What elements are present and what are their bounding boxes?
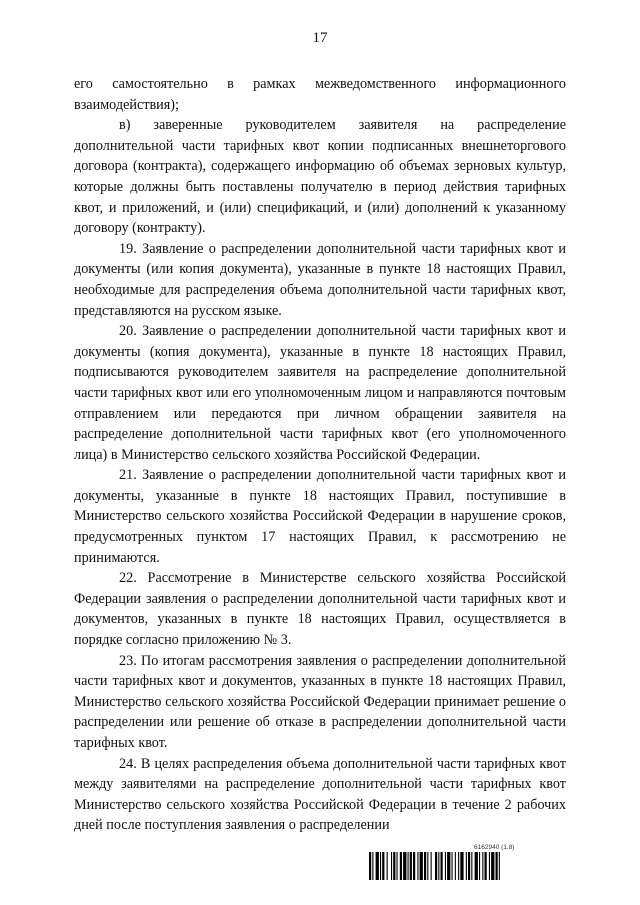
barcode-bar [427,852,428,880]
barcode-bar [460,852,463,880]
paragraph-23: 23. По итогам рассмотрения заявления о распределении дополнительной части тарифных квот и документов, указанных в пункте 18 настоящих Правил, Министерство сельского хозяйства Российской Федерации принимает решение о распределении или решение об отказе в распределении дополнительной части тарифных квот. [74,652,566,751]
paragraph-21: 21. Заявление о распределении дополнительной части тарифных квот и документы, указанные в пункте 18 настоящих Правил, поступившие в Министерство сельского хозяйства Российской Федерации в нарушение сроков, предусмотренных пунктом 17 настоящих Правил, к рассмотрению не принимаются. [74,467,566,566]
barcode-bar [438,852,439,880]
barcode-bar [387,852,388,880]
barcode-bar [455,852,456,880]
barcode-bar [400,852,402,880]
barcode-bar [376,852,379,880]
barcode-bar [435,852,437,880]
barcode-bar [431,852,432,880]
barcode-bar [382,852,384,880]
barcode-bar [369,852,371,880]
barcode-bar [397,852,398,880]
barcode-bar [410,852,412,880]
document-code: 6162940 (1.8) [474,844,515,851]
barcode-bar [380,852,381,880]
barcode-bar [372,852,373,880]
barcode-bar [496,852,498,880]
barcode-bar [475,852,478,880]
barcode-bar [485,852,487,880]
barcode-icon [369,852,566,880]
paragraph-19: 19. Заявление о распределении дополнительной части тарифных квот и документы (или копия документа), указанные в пункте 18 настоящих Правил, необходимые для распределения объема дополнительной части тарифных квот, представляются на русском языке. [74,240,566,319]
document-body [74,74,566,836]
barcode-bar [420,852,423,880]
barcode-bar [417,852,418,880]
barcode-bar [452,852,453,880]
paragraph-20: 20. Заявление о распределении дополнительной части тарифных квот и документы (копия документа), указанные в пункте 18 настоящих Правил, подписываются руководителем заявителя на распределение дополнительной части тарифных квот или его уполномоченным лицом и направляются почтовым отправлением или передаются при личном обращении заявителя на распределение дополнительной части тарифных квот (его уполномоченного лица) в Министерство сельского хозяйства Российской Федерации. [74,323,566,463]
barcode-bar [482,852,483,880]
barcode-bar [466,852,467,880]
barcode-bar [413,852,415,880]
barcode-bar [408,852,409,880]
barcode-bar [393,852,395,880]
barcode-bar [479,852,480,880]
barcode-bar [468,852,470,880]
barcode-bar [458,852,459,880]
barcode-bar [491,852,494,880]
paragraph-24: 24. В целях распределения объема дополнительной части тарифных квот между заявителями на распределение дополнительной части тарифных квот Министерство сельского хозяйства Российской Федерации в течение 2 рабочих дней после поступления заявления о распределении [74,755,566,834]
barcode-bar [441,852,443,880]
barcode-bar [471,852,472,880]
barcode-bar [489,852,490,880]
barcode-bar [403,852,406,880]
page-number: 17 [312,30,328,46]
paragraph-item-v: в) заверенные руководителем заявителя на распределение дополнительной части тарифных квот копии подписанных внешнеторгового договора (контракта), содержащего информацию об объемах зерновых культур, которые должны быть поставлены получателю в период действия тарифных квот, и приложений, и (или) спецификаций, и (или) дополнений к указанному договору (контракту). [74,117,566,237]
barcode-bar [391,852,392,880]
barcode-bar [445,852,446,880]
paragraph-continuation: его самостоятельно в рамках межведомственного информационного взаимодействия); [74,76,566,113]
paragraph-22: 22. Рассмотрение в Министерстве сельского хозяйства Российской Федерации заявления о распределении дополнительной части тарифных квот и документов, указанных в пункте 18 настоящих Правил, осуществляется в порядке согласно приложению № 3. [74,570,566,649]
barcode-bar [447,852,450,880]
barcode-bar [499,852,500,880]
barcode-bar [424,852,426,880]
